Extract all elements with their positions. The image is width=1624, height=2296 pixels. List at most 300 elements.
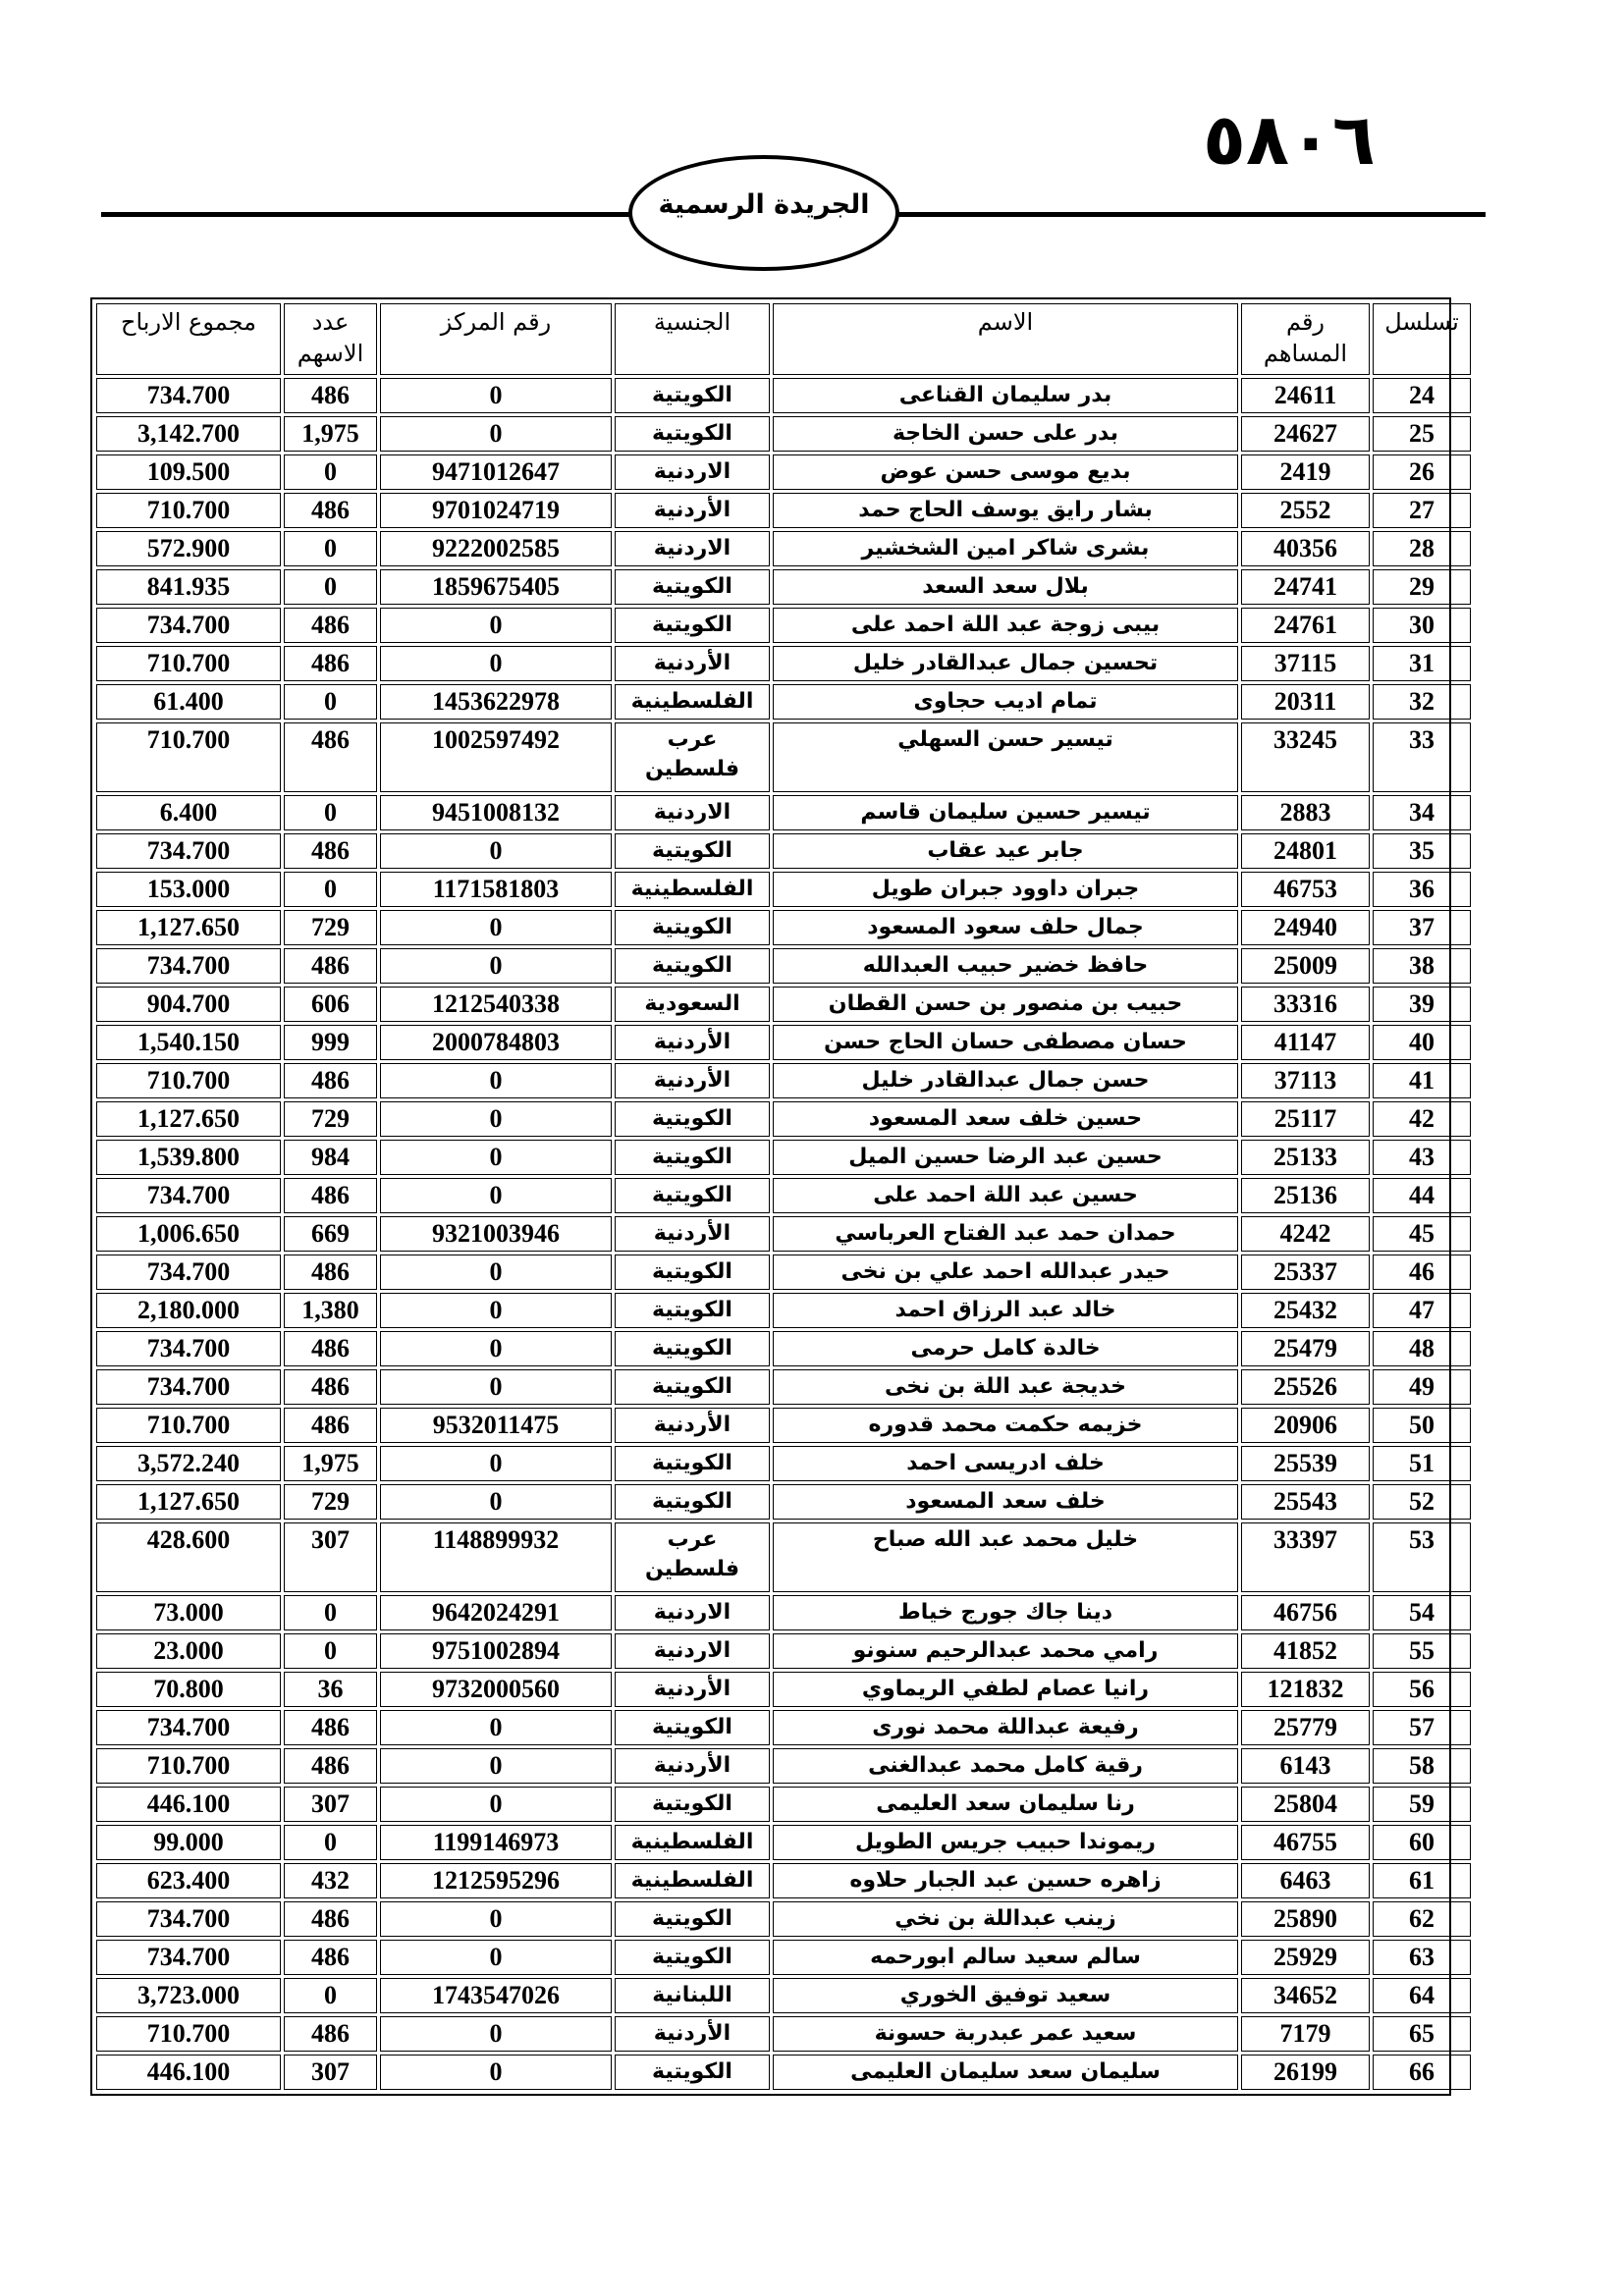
cell-name: خليل محمد عبد الله صباح	[773, 1522, 1238, 1592]
col-header-shares: عدد الاسهم	[284, 303, 377, 375]
cell-total-profits: 734.700	[96, 378, 281, 413]
cell-shares: 486	[284, 1063, 377, 1098]
cell-total-profits: 734.700	[96, 1331, 281, 1366]
cell-center-no: 9642024291	[380, 1595, 612, 1630]
cell-center-no: 0	[380, 1901, 612, 1937]
cell-total-profits: 3,723.000	[96, 1978, 281, 2013]
cell-name: دينا جاك جورج خياط	[773, 1595, 1238, 1630]
cell-serial: 59	[1373, 1787, 1471, 1822]
cell-shares: 1,975	[284, 416, 377, 452]
cell-serial: 50	[1373, 1408, 1471, 1443]
cell-total-profits: 70.800	[96, 1672, 281, 1707]
cell-center-no: 0	[380, 2055, 612, 2090]
cell-nationality: الكويتية	[615, 833, 770, 869]
cell-shares: 999	[284, 1025, 377, 1060]
cell-total-profits: 1,127.650	[96, 910, 281, 945]
table-row	[96, 1710, 1471, 1745]
cell-center-no: 0	[380, 1446, 612, 1481]
cell-shareholder-no: 33245	[1241, 722, 1370, 792]
cell-serial: 38	[1373, 948, 1471, 984]
col-header-name: الاسم	[773, 303, 1238, 375]
cell-center-no: 0	[380, 1940, 612, 1975]
cell-nationality: الكويتية	[615, 378, 770, 413]
cell-name: تحسين جمال عبدالقادر خليل	[773, 646, 1238, 681]
cell-serial: 46	[1373, 1255, 1471, 1290]
cell-name: بشار رايق يوسف الحاج حمد	[773, 493, 1238, 528]
cell-shares: 486	[284, 646, 377, 681]
col-header-nationality: الجنسية	[615, 303, 770, 375]
cell-shareholder-no: 25009	[1241, 948, 1370, 984]
cell-shareholder-no: 24741	[1241, 569, 1370, 605]
cell-shareholder-no: 6143	[1241, 1748, 1370, 1784]
cell-shares: 486	[284, 378, 377, 413]
cell-nationality: الأردنية	[615, 1408, 770, 1443]
gazette-title-ellipse	[628, 155, 899, 271]
cell-total-profits: 153.000	[96, 872, 281, 907]
cell-nationality: الكويتية	[615, 569, 770, 605]
cell-name: حسين خلف سعد المسعود	[773, 1101, 1238, 1137]
table-row	[96, 1369, 1471, 1405]
cell-center-no: 0	[380, 948, 612, 984]
cell-serial: 28	[1373, 531, 1471, 566]
cell-serial: 35	[1373, 833, 1471, 869]
cell-nationality: الكويتية	[615, 2055, 770, 2090]
cell-shareholder-no: 40356	[1241, 531, 1370, 566]
table-row	[96, 416, 1471, 452]
cell-shareholder-no: 2552	[1241, 493, 1370, 528]
table-row	[96, 1178, 1471, 1213]
cell-shares: 432	[284, 1863, 377, 1898]
cell-total-profits: 734.700	[96, 1710, 281, 1745]
table-row	[96, 1331, 1471, 1366]
table-row	[96, 1255, 1471, 1290]
cell-total-profits: 6.400	[96, 795, 281, 830]
cell-total-profits: 734.700	[96, 1255, 281, 1290]
cell-shares: 486	[284, 2016, 377, 2052]
cell-center-no: 0	[380, 608, 612, 643]
cell-serial: 65	[1373, 2016, 1471, 2052]
cell-total-profits: 446.100	[96, 2055, 281, 2090]
cell-total-profits: 734.700	[96, 1940, 281, 1975]
cell-total-profits: 710.700	[96, 722, 281, 792]
cell-serial: 40	[1373, 1025, 1471, 1060]
cell-total-profits: 1,127.650	[96, 1101, 281, 1137]
cell-shares: 486	[284, 1369, 377, 1405]
table-row	[96, 1978, 1471, 2013]
cell-nationality: الكويتية	[615, 416, 770, 452]
cell-shareholder-no: 25779	[1241, 1710, 1370, 1745]
cell-shareholder-no: 7179	[1241, 2016, 1370, 2052]
cell-center-no: 9451008132	[380, 795, 612, 830]
cell-shareholder-no: 24801	[1241, 833, 1370, 869]
cell-shares: 486	[284, 608, 377, 643]
cell-serial: 44	[1373, 1178, 1471, 1213]
cell-nationality: الكويتية	[615, 1484, 770, 1520]
cell-name: ريموندا حبيب جريس الطويل	[773, 1825, 1238, 1860]
cell-serial: 43	[1373, 1140, 1471, 1175]
cell-name: حسين عبد الرضا حسين الميل	[773, 1140, 1238, 1175]
cell-total-profits: 710.700	[96, 1063, 281, 1098]
cell-total-profits: 23.000	[96, 1633, 281, 1669]
cell-nationality: الكويتية	[615, 1255, 770, 1290]
cell-shareholder-no: 46755	[1241, 1825, 1370, 1860]
cell-name: زاهره حسين عبد الجبار حلاوه	[773, 1863, 1238, 1898]
cell-shareholder-no: 20311	[1241, 684, 1370, 720]
cell-name: خالدة كامل حرمى	[773, 1331, 1238, 1366]
cell-shareholder-no: 25136	[1241, 1178, 1370, 1213]
cell-shares: 669	[284, 1216, 377, 1252]
table-row	[96, 1408, 1471, 1443]
cell-nationality: الكويتية	[615, 1101, 770, 1137]
cell-total-profits: 99.000	[96, 1825, 281, 1860]
cell-name: سليمان سعد سليمان العليمى	[773, 2055, 1238, 2090]
cell-center-no: 1212540338	[380, 987, 612, 1022]
table-row	[96, 684, 1471, 720]
cell-shares: 486	[284, 1710, 377, 1745]
cell-serial: 66	[1373, 2055, 1471, 2090]
cell-shares: 486	[284, 1940, 377, 1975]
cell-name: زينب عبداللة بن نخي	[773, 1901, 1238, 1937]
cell-serial: 31	[1373, 646, 1471, 681]
cell-shares: 486	[284, 948, 377, 984]
cell-name: بدر سليمان القناعى	[773, 378, 1238, 413]
cell-nationality: الأردنية	[615, 1063, 770, 1098]
table-row	[96, 454, 1471, 490]
cell-nationality: الأردنية	[615, 646, 770, 681]
cell-shares: 1,975	[284, 1446, 377, 1481]
col-header-center-no: رقم المركز	[380, 303, 612, 375]
cell-center-no: 1859675405	[380, 569, 612, 605]
cell-serial: 36	[1373, 872, 1471, 907]
cell-total-profits: 734.700	[96, 1369, 281, 1405]
table-row	[96, 493, 1471, 528]
cell-nationality: الكويتية	[615, 1293, 770, 1328]
cell-name: بدر على حسن الخاجة	[773, 416, 1238, 452]
cell-shares: 0	[284, 795, 377, 830]
cell-nationality: الكويتية	[615, 1446, 770, 1481]
cell-total-profits: 734.700	[96, 833, 281, 869]
cell-nationality: الأردنية	[615, 1748, 770, 1784]
cell-center-no: 9751002894	[380, 1633, 612, 1669]
cell-serial: 26	[1373, 454, 1471, 490]
cell-nationality: الكويتية	[615, 1369, 770, 1405]
cell-nationality: الكويتية	[615, 1331, 770, 1366]
cell-center-no: 0	[380, 1293, 612, 1328]
cell-serial: 58	[1373, 1748, 1471, 1784]
cell-nationality: الفلسطينية	[615, 684, 770, 720]
cell-name: حسن جمال عبدالقادر خليل	[773, 1063, 1238, 1098]
cell-name: خالد عبد الرزاق احمد	[773, 1293, 1238, 1328]
cell-shareholder-no: 2419	[1241, 454, 1370, 490]
cell-serial: 52	[1373, 1484, 1471, 1520]
cell-name: بلال سعد السعد	[773, 569, 1238, 605]
cell-nationality: الفلسطينية	[615, 1863, 770, 1898]
cell-nationality: الفلسطينية	[615, 1825, 770, 1860]
table-row	[96, 722, 1471, 792]
cell-name: تيسير حسين سليمان قاسم	[773, 795, 1238, 830]
cell-name: بديع موسى حسن عوض	[773, 454, 1238, 490]
cell-nationality: الاردنية	[615, 531, 770, 566]
table-row	[96, 1140, 1471, 1175]
cell-total-profits: 572.900	[96, 531, 281, 566]
cell-name: حمدان حمد عبد الفتاح العرباسي	[773, 1216, 1238, 1252]
cell-shareholder-no: 41852	[1241, 1633, 1370, 1669]
cell-total-profits: 1,006.650	[96, 1216, 281, 1252]
table-row	[96, 1940, 1471, 1975]
cell-total-profits: 734.700	[96, 1901, 281, 1937]
table-row	[96, 646, 1471, 681]
cell-shares: 0	[284, 684, 377, 720]
cell-nationality: الاردنية	[615, 795, 770, 830]
table-row	[96, 531, 1471, 566]
cell-shareholder-no: 25432	[1241, 1293, 1370, 1328]
cell-nationality: الاردنية	[615, 1633, 770, 1669]
cell-shares: 0	[284, 1978, 377, 2013]
cell-center-no: 0	[380, 1063, 612, 1098]
cell-total-profits: 1,127.650	[96, 1484, 281, 1520]
table-row	[96, 2016, 1471, 2052]
cell-name: حسان مصطفى حسان الحاج حسن	[773, 1025, 1238, 1060]
cell-nationality: الأردنية	[615, 1672, 770, 1707]
cell-name: تمام اديب حجاوى	[773, 684, 1238, 720]
cell-name: حبيب بن منصور بن حسن القطان	[773, 987, 1238, 1022]
cell-shareholder-no: 2883	[1241, 795, 1370, 830]
cell-shareholder-no: 34652	[1241, 1978, 1370, 2013]
cell-center-no: 9222002585	[380, 531, 612, 566]
cell-shareholder-no: 121832	[1241, 1672, 1370, 1707]
table-row	[96, 569, 1471, 605]
table-row	[96, 1025, 1471, 1060]
cell-shareholder-no: 4242	[1241, 1216, 1370, 1252]
table-row	[96, 1522, 1471, 1592]
cell-serial: 61	[1373, 1863, 1471, 1898]
cell-name: سالم سعيد سالم ابورحمه	[773, 1940, 1238, 1975]
cell-center-no: 9701024719	[380, 493, 612, 528]
cell-name: بيبى زوجة عبد اللة احمد على	[773, 608, 1238, 643]
col-header-total-profits: مجموع الارباح	[96, 303, 281, 375]
cell-name: جابر عيد عقاب	[773, 833, 1238, 869]
cell-shares: 486	[284, 722, 377, 792]
cell-shareholder-no: 25133	[1241, 1140, 1370, 1175]
cell-center-no: 9732000560	[380, 1672, 612, 1707]
cell-total-profits: 710.700	[96, 646, 281, 681]
cell-serial: 49	[1373, 1369, 1471, 1405]
cell-shareholder-no: 26199	[1241, 2055, 1370, 2090]
cell-nationality: الأردنية	[615, 1216, 770, 1252]
table-row	[96, 1787, 1471, 1822]
table-row	[96, 1633, 1471, 1669]
cell-shareholder-no: 37113	[1241, 1063, 1370, 1098]
cell-name: رقية كامل محمد عبدالغنى	[773, 1748, 1238, 1784]
cell-nationality: الاردنية	[615, 1595, 770, 1630]
cell-shareholder-no: 25543	[1241, 1484, 1370, 1520]
table-row	[96, 1863, 1471, 1898]
cell-name: تيسير حسن السهلي	[773, 722, 1238, 792]
cell-serial: 27	[1373, 493, 1471, 528]
table-row	[96, 1293, 1471, 1328]
table-row	[96, 378, 1471, 413]
cell-total-profits: 710.700	[96, 2016, 281, 2052]
cell-name: رامي محمد عبدالرحيم سنونو	[773, 1633, 1238, 1669]
cell-shares: 486	[284, 1255, 377, 1290]
cell-center-no: 1453622978	[380, 684, 612, 720]
table-row	[96, 608, 1471, 643]
cell-nationality: الأردنية	[615, 2016, 770, 2052]
page-number: ٥٨٠٦	[1203, 98, 1376, 181]
cell-nationality: عرب فلسطين	[615, 722, 770, 792]
cell-center-no: 1212595296	[380, 1863, 612, 1898]
cell-nationality: الأردنية	[615, 1025, 770, 1060]
cell-shares: 486	[284, 1408, 377, 1443]
cell-center-no: 2000784803	[380, 1025, 612, 1060]
cell-nationality: الكويتية	[615, 608, 770, 643]
cell-total-profits: 1,540.150	[96, 1025, 281, 1060]
table-row	[96, 948, 1471, 984]
gazette-title: الجريدة الرسمية	[658, 188, 870, 220]
cell-total-profits: 734.700	[96, 948, 281, 984]
cell-total-profits: 428.600	[96, 1522, 281, 1592]
cell-center-no: 0	[380, 1101, 612, 1137]
table-row	[96, 795, 1471, 830]
cell-center-no: 0	[380, 1331, 612, 1366]
cell-total-profits: 3,142.700	[96, 416, 281, 452]
cell-name: خزيمه حكمت محمد قدوره	[773, 1408, 1238, 1443]
cell-serial: 33	[1373, 722, 1471, 792]
cell-name: سعيد توفيق الخوري	[773, 1978, 1238, 2013]
cell-shareholder-no: 20906	[1241, 1408, 1370, 1443]
cell-shares: 307	[284, 2055, 377, 2090]
cell-nationality: الكويتية	[615, 1178, 770, 1213]
cell-total-profits: 904.700	[96, 987, 281, 1022]
table-row	[96, 1748, 1471, 1784]
cell-nationality: الكويتية	[615, 1710, 770, 1745]
cell-shareholder-no: 25539	[1241, 1446, 1370, 1481]
cell-shares: 729	[284, 910, 377, 945]
cell-serial: 63	[1373, 1940, 1471, 1975]
cell-nationality: الكويتية	[615, 1901, 770, 1937]
table-row	[96, 910, 1471, 945]
cell-serial: 54	[1373, 1595, 1471, 1630]
cell-serial: 24	[1373, 378, 1471, 413]
cell-total-profits: 73.000	[96, 1595, 281, 1630]
cell-shares: 729	[284, 1484, 377, 1520]
cell-center-no: 0	[380, 1255, 612, 1290]
cell-shareholder-no: 25890	[1241, 1901, 1370, 1937]
cell-center-no: 0	[380, 416, 612, 452]
table-row	[96, 1901, 1471, 1937]
cell-total-profits: 2,180.000	[96, 1293, 281, 1328]
cell-center-no: 0	[380, 1369, 612, 1405]
cell-serial: 55	[1373, 1633, 1471, 1669]
cell-center-no: 0	[380, 1178, 612, 1213]
cell-total-profits: 710.700	[96, 1748, 281, 1784]
table-row	[96, 1484, 1471, 1520]
col-header-shareholder-no: رقم المساهم	[1241, 303, 1370, 375]
cell-name: خلف ادريسى احمد	[773, 1446, 1238, 1481]
cell-shareholder-no: 25804	[1241, 1787, 1370, 1822]
cell-serial: 56	[1373, 1672, 1471, 1707]
cell-total-profits: 734.700	[96, 608, 281, 643]
cell-name: خديجة عبد اللة بن نخى	[773, 1369, 1238, 1405]
cell-serial: 25	[1373, 416, 1471, 452]
cell-nationality: السعودية	[615, 987, 770, 1022]
cell-serial: 51	[1373, 1446, 1471, 1481]
cell-shareholder-no: 24627	[1241, 416, 1370, 452]
cell-nationality: الاردنية	[615, 454, 770, 490]
cell-center-no: 1743547026	[380, 1978, 612, 2013]
cell-shares: 486	[284, 493, 377, 528]
cell-shares: 486	[284, 833, 377, 869]
cell-shareholder-no: 24611	[1241, 378, 1370, 413]
cell-center-no: 0	[380, 1787, 612, 1822]
cell-nationality: الكويتية	[615, 948, 770, 984]
cell-shares: 486	[284, 1748, 377, 1784]
table-row	[96, 987, 1471, 1022]
cell-total-profits: 710.700	[96, 1408, 281, 1443]
cell-serial: 41	[1373, 1063, 1471, 1098]
cell-shares: 0	[284, 1595, 377, 1630]
cell-serial: 29	[1373, 569, 1471, 605]
cell-shareholder-no: 37115	[1241, 646, 1370, 681]
cell-center-no: 1148899932	[380, 1522, 612, 1592]
cell-center-no: 0	[380, 2016, 612, 2052]
table-row	[96, 1595, 1471, 1630]
cell-name: رنا سليمان سعد العليمى	[773, 1787, 1238, 1822]
cell-shareholder-no: 25337	[1241, 1255, 1370, 1290]
cell-shares: 606	[284, 987, 377, 1022]
cell-serial: 42	[1373, 1101, 1471, 1137]
cell-center-no: 9532011475	[380, 1408, 612, 1443]
cell-name: جبران داوود جبران طويل	[773, 872, 1238, 907]
cell-center-no: 0	[380, 1140, 612, 1175]
cell-center-no: 1199146973	[380, 1825, 612, 1860]
cell-serial: 53	[1373, 1522, 1471, 1592]
cell-shares: 0	[284, 1633, 377, 1669]
cell-nationality: الفلسطينية	[615, 872, 770, 907]
cell-name: خلف سعد المسعود	[773, 1484, 1238, 1520]
cell-name: رفيعة عبداللة محمد نورى	[773, 1710, 1238, 1745]
cell-serial: 64	[1373, 1978, 1471, 2013]
cell-shareholder-no: 46753	[1241, 872, 1370, 907]
cell-name: سعيد عمر عبدربة حسونة	[773, 2016, 1238, 2052]
cell-name: رانيا عصام لطفي الريماوي	[773, 1672, 1238, 1707]
cell-shareholder-no: 33316	[1241, 987, 1370, 1022]
cell-center-no: 9321003946	[380, 1216, 612, 1252]
cell-shareholder-no: 46756	[1241, 1595, 1370, 1630]
cell-name: جمال حلف سعود المسعود	[773, 910, 1238, 945]
cell-total-profits: 734.700	[96, 1178, 281, 1213]
cell-center-no: 0	[380, 1484, 612, 1520]
cell-shares: 486	[284, 1178, 377, 1213]
table-header-row	[96, 303, 1471, 375]
cell-serial: 48	[1373, 1331, 1471, 1366]
cell-center-no: 1171581803	[380, 872, 612, 907]
cell-shareholder-no: 25117	[1241, 1101, 1370, 1137]
cell-total-profits: 61.400	[96, 684, 281, 720]
cell-center-no: 0	[380, 646, 612, 681]
cell-name: حافظ خضير حبيب العبدالله	[773, 948, 1238, 984]
cell-serial: 34	[1373, 795, 1471, 830]
table-row	[96, 833, 1471, 869]
cell-center-no: 0	[380, 378, 612, 413]
cell-shareholder-no: 24761	[1241, 608, 1370, 643]
table-row	[96, 1216, 1471, 1252]
cell-center-no: 0	[380, 1710, 612, 1745]
table-row	[96, 872, 1471, 907]
cell-total-profits: 710.700	[96, 493, 281, 528]
cell-shareholder-no: 24940	[1241, 910, 1370, 945]
cell-serial: 47	[1373, 1293, 1471, 1328]
